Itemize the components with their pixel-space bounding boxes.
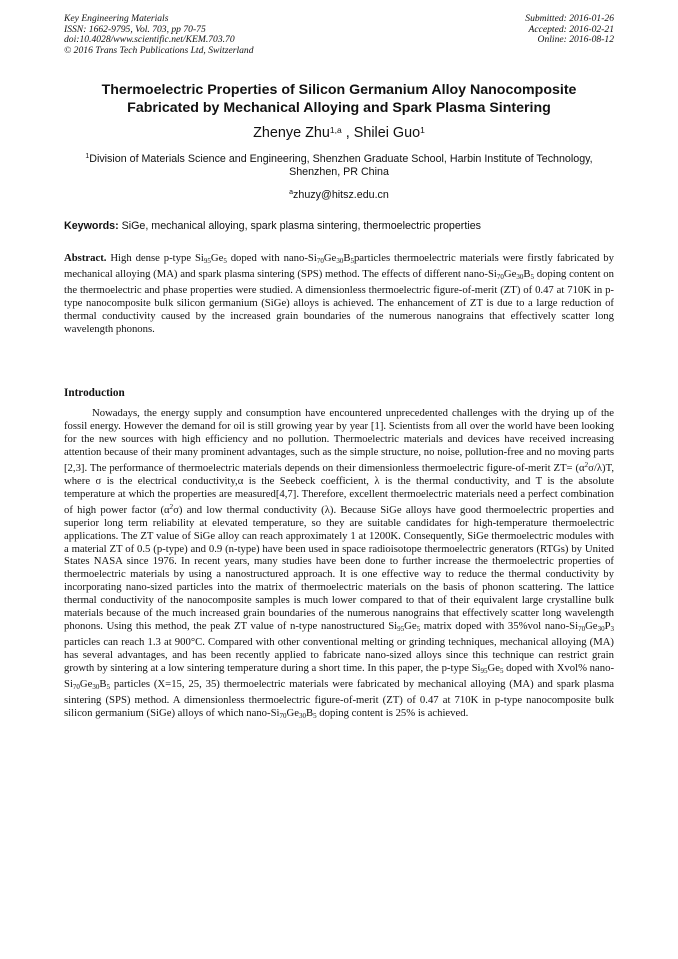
- email-address: zhuzy@hitsz.edu.cn: [293, 189, 389, 201]
- author-affiliation-mark: 1: [420, 125, 425, 135]
- email-mark: a: [289, 189, 294, 196]
- title-line-2: Fabricated by Mechanical Alloying and Spark Plasma Sintering: [127, 100, 551, 116]
- submitted-date: Submitted: 2016-01-26: [525, 13, 614, 24]
- author-separator: ,: [341, 125, 354, 141]
- copyright-line: © 2016 Trans Tech Publications Ltd, Switzerland: [64, 44, 254, 56]
- author-name: Zhenye Zhu: [253, 125, 330, 141]
- doi-line: doi:10.4028/www.scientific.net/KEM.703.70: [64, 34, 235, 46]
- section-heading-introduction: Introduction: [64, 387, 125, 399]
- corresponding-email: [64, 186, 614, 202]
- author-name: Shilei Guo: [353, 125, 421, 141]
- journal-info: [64, 14, 254, 56]
- keywords-label: Keywords:: [64, 220, 119, 232]
- author-list: [64, 121, 614, 142]
- journal-name: Key Engineering Materials: [64, 13, 169, 24]
- online-date: Online: 2016-08-12: [537, 34, 614, 46]
- issn-line: ISSN: 1662-9795, Vol. 703, pp 70-75: [64, 23, 206, 35]
- affiliation-mark: 1: [85, 153, 90, 160]
- abstract-label: Abstract.: [64, 252, 107, 264]
- introduction-body: [64, 407, 614, 723]
- abstract: [64, 252, 614, 337]
- introduction-paragraph: Nowadays, the energy supply and consumption have encountered unprecedented challenges with the drying up of the fossil energy. However the demand for oil is still growing year by year [1]. Scientists from all over the world have been looking for the new sources with high efficiency and no pollution. Thermoelectric materials and devices have received increasing attention because of their many prominent advantages, such as the simple structure, no noise, pollution-free and no moving parts [2,3]. The performance of thermoelectric materials depends on their dimensionless thermoelectric figure-of-merit $ZT= (\alpha^2\sigma/\lambda)T$, where σ is the electrical conductivity,α is the Seebeck coefficient, λ is the thermal conductivity, and T is the absolute temperature at which the properties are measured[4,7]. Therefore, excellent thermoelectric materials need a perfect combination of high power factor $(\alpha^2\sigma)$ and low thermal conductivity (λ). Because SiGe alloys have good thermoelectric properties and superior long term reliability at elevated temperature, so they are suitable candidates for high-temperature thermoelectric applications. The ZT value of SiGe alloy can reach approximately 1 at 1200K. Consequently, SiGe thermoelectric modules with a material ZT of 0.5 (p-type) and 0.9 (n-type) have been used in space radioisotope thermoelectric generators (RTGs) by United States NASA since 1976. In recent years, many studies have been done to further increase the thermoelectric properties of thermoelectric materials by using a nanostructured approach. It is one effective way to reduce the thermal conductivity by incorporating nano-sized particles into the matrix of thermoelectric materials on the basis of phonon scattering. The lattice thermal conductivity of the nanocomposite samples is much lower compared to that of their equivalent large crystalline bulk materials because of the much increased grain boundaries of the numerous nanograins that effectively scatter long wavelength phonons. Using this method, the peak ZT value of n-type nanostructured $Si_{95}Ge_5$ matrix doped with 35%vol nano-$Si_{70}Ge_{30}P_3$ particles can reach 1.3 at 900°C. Compared with other conventional melting or grinding techniques, mechanical alloying (MA) has several advantages, and has been recently applied to fabricate nano-sized alloys since this technique can restrict grain growth by sintering at a low sintering temperature during a short time. In this paper, the p-type $Si_{95}Ge_5$ doped with Xvol% nano-$Si_{70}Ge_{30}B_5$ particles (X=15, 25, 35) thermoelectric materials were fabricated by mechanical alloying (MA) and spark plasma sintering (SPS) method. A dimensionless thermoelectric figure-of-merit (ZT) of 0.47 at 710K in p-type nanocomposite bulk silicon germanium (SiGe) alloys of which nano-$Si_{70}Ge_{30}B_5$ doping content is 25% is achieved.: [64, 407, 615, 720]
- keywords: [64, 220, 614, 233]
- abstract-text: High dense p-type $Si_{95}Ge_5$ doped with nano-$Si_{70}Ge_{30}B_5particles$ thermoelectric materials were firstly fabricated by mechanical alloying (MA) and spark plasma sintering (SPS) method. The effects of different nano-$Si_{70}Ge_{30}B_5$ doping content on the thermoelectric and phase properties were studied. A dimensionless thermoelectric figure-of-merit (ZT) of 0.47 at 710K in p-type nanocomposite bulk silicon germanium (SiGe) alloys is achieved. The enhancement of ZT is due to a large reduction of thermal conductivity caused by the increased grain boundaries of the numerous nanograins that effectively scatter long wavelength phonons.: [64, 252, 614, 336]
- title-line-1: Thermoelectric Properties of Silicon Germanium Alloy Nanocomposite: [101, 82, 577, 98]
- affiliation: [64, 150, 614, 179]
- publication-dates: [525, 14, 614, 46]
- author-affiliation-mark: 1,a: [329, 125, 342, 135]
- paper-title: [64, 81, 614, 117]
- accepted-date: Accepted: 2016-02-21: [528, 23, 614, 35]
- affiliation-text: Division of Materials Science and Engineering, Shenzhen Graduate School, Harbin Institute of Technology, Shenzhen, PR China: [89, 153, 593, 179]
- keywords-text: SiGe, mechanical alloying, spark plasma sintering, thermoelectric properties: [118, 220, 481, 232]
